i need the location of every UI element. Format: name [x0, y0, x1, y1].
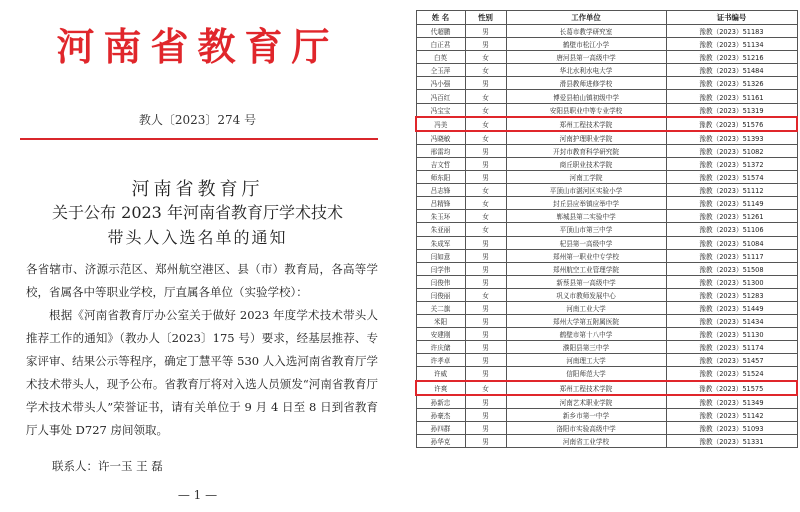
cell-name: 仝玉萍 — [416, 64, 465, 77]
cell-gender: 男 — [465, 77, 506, 90]
cell-name: 许孝卓 — [416, 354, 465, 367]
cell-cert: 豫教（2023）51142 — [666, 408, 797, 421]
cell-unit: 平顶山市湛河区实验小学 — [506, 184, 666, 197]
cell-unit: 新乡市第一中学 — [506, 408, 666, 421]
cell-gender: 男 — [465, 341, 506, 354]
cell-cert: 豫教（2023）51508 — [666, 262, 797, 275]
cell-cert: 豫教（2023）51117 — [666, 249, 797, 262]
cell-cert: 豫教（2023）51183 — [666, 25, 797, 38]
cell-cert: 豫教（2023）51174 — [666, 341, 797, 354]
cell-cert: 豫教（2023）51372 — [666, 157, 797, 170]
cell-gender: 男 — [465, 236, 506, 249]
cell-name: 孙新忠 — [416, 395, 465, 409]
cell-unit: 杞县第一高级中学 — [506, 236, 666, 249]
contact-line: 联系人：许一玉 王 磊 — [52, 459, 163, 473]
table-row — [416, 408, 797, 421]
table-row — [416, 131, 797, 145]
cell-unit: 河南工业大学 — [506, 301, 666, 314]
cell-gender: 女 — [465, 131, 506, 145]
cell-gender: 女 — [465, 381, 506, 395]
cell-unit: 博爱县柏山镇初级中学 — [506, 90, 666, 103]
cell-cert: 豫教（2023）51575 — [666, 381, 797, 395]
cell-gender: 男 — [465, 262, 506, 275]
table-row — [416, 275, 797, 288]
table-row — [416, 315, 797, 328]
document-number: 教人〔2023〕274 号 — [138, 113, 257, 127]
table-row — [416, 288, 797, 301]
cell-gender: 男 — [465, 367, 506, 381]
cell-cert: 豫教（2023）51082 — [666, 144, 797, 157]
cell-gender: 男 — [465, 38, 506, 51]
cell-unit: 河南省工业学校 — [506, 434, 666, 447]
cell-cert: 豫教（2023）51134 — [666, 38, 797, 51]
cell-cert: 豫教（2023）51300 — [666, 275, 797, 288]
cell-cert: 豫教（2023）51130 — [666, 328, 797, 341]
cell-name: 冯美 — [416, 117, 465, 131]
addressee-paragraph: 各省辖市、济源示范区、郑州航空港区、县（市）教育局，各高等学校，省属各中等职业学校，厅直属各单位（实验学校）： — [26, 262, 378, 299]
cell-name: 冯百红 — [416, 90, 465, 103]
cell-cert: 豫教（2023）51149 — [666, 197, 797, 210]
notice-page — [0, 0, 395, 512]
cell-unit: 巩义市教师发展中心 — [506, 288, 666, 301]
table-row — [416, 223, 797, 236]
cell-gender: 女 — [465, 117, 506, 131]
cell-name: 吕精锋 — [416, 197, 465, 210]
cell-cert: 豫教（2023）51261 — [666, 210, 797, 223]
table-row — [416, 184, 797, 197]
cell-cert: 豫教（2023）51331 — [666, 434, 797, 447]
cell-name: 许爽 — [416, 381, 465, 395]
org-name: 河南省教育厅 — [131, 179, 264, 200]
table-row — [416, 90, 797, 103]
cell-cert: 豫教（2023）51449 — [666, 301, 797, 314]
cell-name: 许威 — [416, 367, 465, 381]
cell-gender: 男 — [465, 395, 506, 409]
cell-cert: 豫教（2023）51106 — [666, 223, 797, 236]
cell-name: 冯宝宝 — [416, 103, 465, 117]
table-row — [416, 171, 797, 184]
cell-unit: 滑县教师进修学校 — [506, 77, 666, 90]
cell-unit: 河南艺术职业学院 — [506, 395, 666, 409]
table-row — [416, 25, 797, 38]
table-row — [416, 301, 797, 314]
table-row — [416, 64, 797, 77]
cell-unit: 平顶山市第三中学 — [506, 223, 666, 236]
table-row — [416, 236, 797, 249]
cell-gender: 男 — [465, 421, 506, 434]
table-row — [416, 103, 797, 117]
awardee-table — [415, 10, 798, 448]
cell-unit: 唐河县第一高级中学 — [506, 51, 666, 64]
cell-unit: 长葛市教学研究室 — [506, 25, 666, 38]
cell-gender: 男 — [465, 275, 506, 288]
cell-cert: 豫教（2023）51216 — [666, 51, 797, 64]
cell-name: 朱亚丽 — [416, 223, 465, 236]
table-row — [416, 341, 797, 354]
cell-cert: 豫教（2023）51574 — [666, 171, 797, 184]
table-row — [416, 249, 797, 262]
cell-gender: 男 — [465, 25, 506, 38]
cell-cert: 豫教（2023）51349 — [666, 395, 797, 409]
cell-name: 白正君 — [416, 38, 465, 51]
cell-unit: 华北水利水电大学 — [506, 64, 666, 77]
cell-name: 冯晓敏 — [416, 131, 465, 145]
header-name: 姓 名 — [416, 11, 465, 25]
cell-unit: 郑州大学第五附属医院 — [506, 315, 666, 328]
table-row — [416, 434, 797, 447]
awardee-table-page — [415, 10, 796, 448]
cell-unit: 郑州工程技术学院 — [506, 117, 666, 131]
cell-name: 师东阳 — [416, 171, 465, 184]
cell-name: 代超鹏 — [416, 25, 465, 38]
cell-unit: 商丘职业技术学院 — [506, 157, 666, 170]
cell-name: 闫俊丽 — [416, 288, 465, 301]
table-row — [416, 421, 797, 434]
cell-cert: 豫教（2023）51393 — [666, 131, 797, 145]
header-gender: 性别 — [465, 11, 506, 25]
cell-name: 冯小强 — [416, 77, 465, 90]
cell-name: 孙豪杰 — [416, 408, 465, 421]
cell-gender: 女 — [465, 223, 506, 236]
cell-cert: 豫教（2023）51093 — [666, 421, 797, 434]
cell-cert: 豫教（2023）51576 — [666, 117, 797, 131]
cell-name: 许庆储 — [416, 341, 465, 354]
cell-name: 吉文哲 — [416, 157, 465, 170]
cell-unit: 濮阳县第三中学 — [506, 341, 666, 354]
cell-unit: 河南理工大学 — [506, 354, 666, 367]
cell-cert: 豫教（2023）51434 — [666, 315, 797, 328]
cell-name: 闫如意 — [416, 249, 465, 262]
cell-unit: 新蔡县第一高级中学 — [506, 275, 666, 288]
cell-name: 闫学伟 — [416, 262, 465, 275]
cell-cert: 豫教（2023）51524 — [666, 367, 797, 381]
table-row — [416, 38, 797, 51]
cell-gender: 女 — [465, 184, 506, 197]
cell-cert: 豫教（2023）51112 — [666, 184, 797, 197]
cell-cert: 豫教（2023）51161 — [666, 90, 797, 103]
cell-unit: 郑州航空工业管理学院 — [506, 262, 666, 275]
cell-name: 朱成军 — [416, 236, 465, 249]
cell-unit: 开封市教育科学研究院 — [506, 144, 666, 157]
cell-unit: 洛阳市实验高级中学 — [506, 421, 666, 434]
cell-name: 吕志锋 — [416, 184, 465, 197]
cell-unit: 鹤壁市松江小学 — [506, 38, 666, 51]
cell-unit: 河南护理职业学院 — [506, 131, 666, 145]
cell-cert: 豫教（2023）51326 — [666, 77, 797, 90]
cell-unit: 河南工学院 — [506, 171, 666, 184]
header-unit: 工作单位 — [506, 11, 666, 25]
table-row — [416, 51, 797, 64]
cell-cert: 豫教（2023）51457 — [666, 354, 797, 367]
cell-gender: 男 — [465, 171, 506, 184]
cell-gender: 男 — [465, 301, 506, 314]
cell-unit: 封丘县应举镇应举中学 — [506, 197, 666, 210]
cell-name: 孙华克 — [416, 434, 465, 447]
cell-name: 邢雷均 — [416, 144, 465, 157]
cell-gender: 男 — [465, 144, 506, 157]
cell-cert: 豫教（2023）51084 — [666, 236, 797, 249]
cell-unit: 鹤壁市第十八中学 — [506, 328, 666, 341]
cell-name: 闫俊伟 — [416, 275, 465, 288]
header-cert: 证书编号 — [666, 11, 797, 25]
cell-unit: 郸城县第二实验中学 — [506, 210, 666, 223]
table-row — [416, 328, 797, 341]
cell-cert: 豫教（2023）51283 — [666, 288, 797, 301]
cell-gender: 女 — [465, 51, 506, 64]
cell-cert: 豫教（2023）51319 — [666, 103, 797, 117]
cell-name: 米阳 — [416, 315, 465, 328]
table-row — [416, 144, 797, 157]
cell-unit: 信阳师范大学 — [506, 367, 666, 381]
table-header-row — [416, 11, 797, 25]
issuer-header: 河南省教育厅 — [56, 25, 339, 69]
cell-gender: 女 — [465, 197, 506, 210]
cell-name: 白英 — [416, 51, 465, 64]
cell-gender: 男 — [465, 408, 506, 421]
cell-gender: 男 — [465, 434, 506, 447]
cell-gender: 女 — [465, 103, 506, 117]
red-divider — [20, 138, 378, 140]
table-row — [416, 157, 797, 170]
cell-gender: 女 — [465, 90, 506, 103]
cell-name: 安建刚 — [416, 328, 465, 341]
cell-gender: 女 — [465, 210, 506, 223]
cell-name: 关二旗 — [416, 301, 465, 314]
cell-name: 朱玉环 — [416, 210, 465, 223]
table-row — [416, 262, 797, 275]
cell-gender: 女 — [465, 64, 506, 77]
cell-gender: 男 — [465, 249, 506, 262]
table-row — [416, 197, 797, 210]
table-row — [416, 77, 797, 90]
cell-gender: 男 — [465, 157, 506, 170]
notice-title-line2: 带头人入选名单的通知 — [107, 228, 288, 247]
cell-name: 孙四群 — [416, 421, 465, 434]
table-row-highlighted — [416, 117, 797, 131]
cell-gender: 男 — [465, 354, 506, 367]
cell-gender: 女 — [465, 288, 506, 301]
cell-gender: 男 — [465, 315, 506, 328]
table-row — [416, 210, 797, 223]
cell-unit: 郑州工程技术学院 — [506, 381, 666, 395]
cell-unit: 郑州第一职业中专学校 — [506, 249, 666, 262]
table-row-highlighted — [416, 381, 797, 395]
notice-title-line1: 关于公布 2023 年河南省教育厅学术技术 — [52, 203, 343, 222]
table-row — [416, 395, 797, 409]
cell-gender: 男 — [465, 328, 506, 341]
body-paragraph: 根据《河南省教育厅办公室关于做好 2023 年度学术技术带头人推荐工作的通知》（教办人〔2023〕175 号）要求，经基层推荐、专家评审、结果公示等程序，确定丁慧平等 530 人入选河南省教育厅学术技术带头人，现予公布。省教育厅将对入选人员颁发“河南省教育厅学术技术带头人”荣誉证书，请有关单位于 9 月 4 日至 8 日到省教育厅人事处 D727 房间领取。 — [26, 308, 378, 437]
table-row — [416, 354, 797, 367]
cell-unit: 安阳县职业中等专业学校 — [506, 103, 666, 117]
table-row — [416, 367, 797, 381]
cell-cert: 豫教（2023）51484 — [666, 64, 797, 77]
page-number: — 1 — — [177, 488, 218, 502]
